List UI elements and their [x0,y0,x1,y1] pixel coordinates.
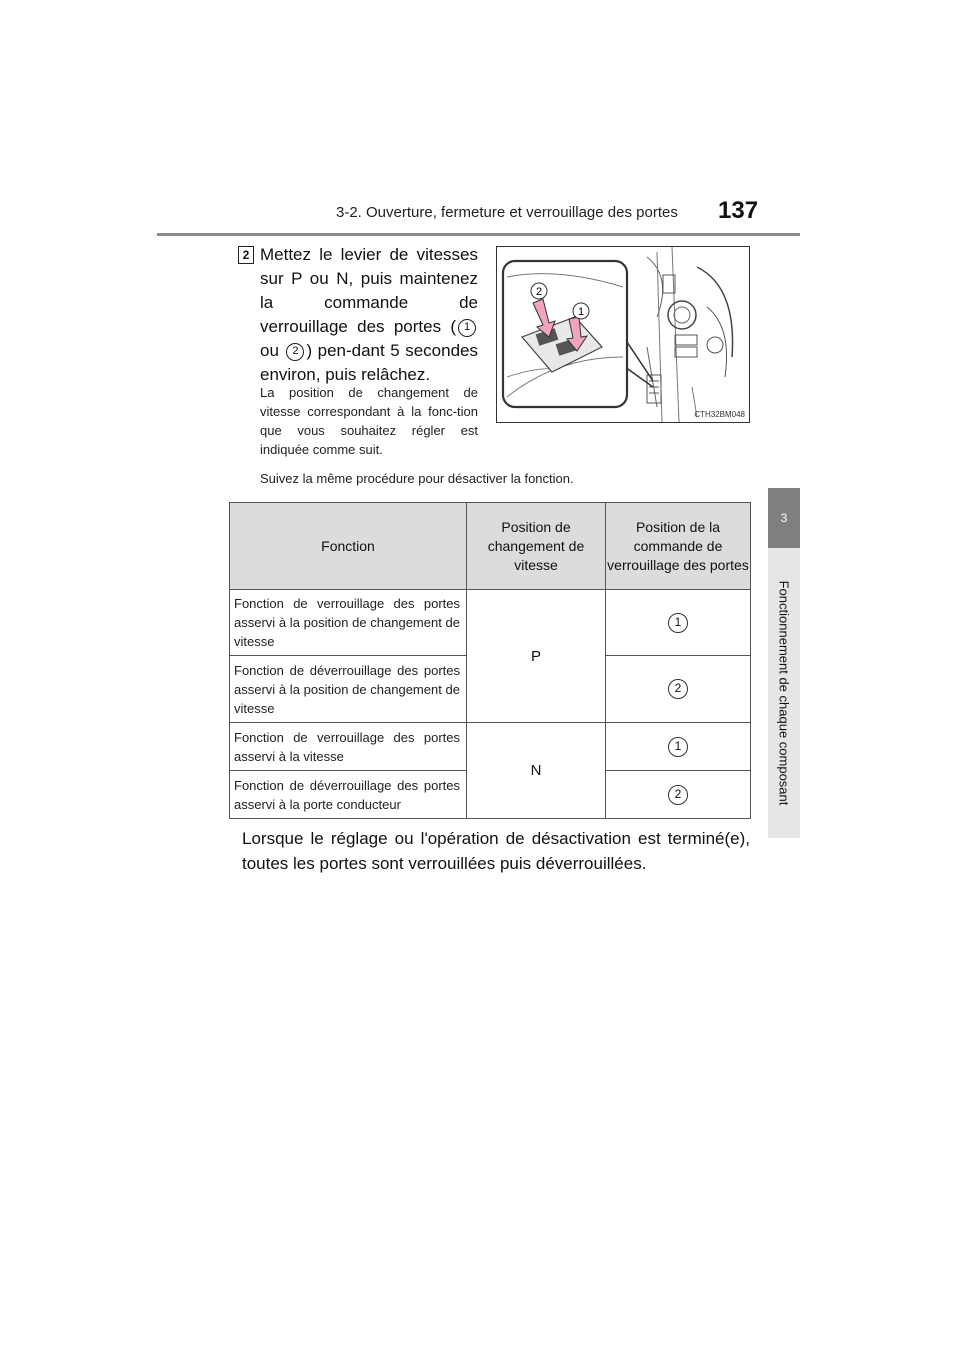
conclusion-text: Lorsque le réglage ou l'opération de désactivation est terminé(e), toutes les portes sont verrouillées puis déverrouillées. [242,829,750,873]
step-note-disable: Suivez la même procédure pour désactiver la fonction. [260,471,574,486]
row-switch-position [606,771,751,819]
chapter-tab [768,488,800,548]
ref-circle-1: 1 [458,319,476,337]
page-number: 137 [718,197,759,224]
chapter-title: Fonctionnement de chaque composant [776,580,792,806]
door-lock-switch-illustration [496,246,750,423]
header-gear-position: Position de changement de vitesse [467,503,606,590]
step-text-part1: Mettez le levier de vitesses sur P ou N, puis maintenez la commande de verrouillage des portes ( [260,245,478,336]
step-text-part3: ) pen-dant 5 secondes environ, puis relâchez. [260,341,478,384]
row-function: Fonction de déverrouillage des portes asservi à la porte conducteur [230,771,467,819]
callout-1: 1 [577,306,585,318]
row-switch-position [606,723,751,771]
row-gear-position: N [467,723,606,819]
table-header-row [230,503,751,590]
row-function: Fonction de déverrouillage des portes asservi à la position de changement de vitesse [230,656,467,723]
row-switch-position [606,656,751,723]
ref-circle-2: 2 [286,343,304,361]
table-row [230,590,751,656]
step-instruction [260,243,478,387]
step-text-part2: ou [260,341,285,360]
header-switch-position: Position de la commande de verrouillage des portes [606,503,751,590]
row-gear-position: P [467,590,606,723]
header-rule [157,233,800,236]
switch-circle: 1 [668,737,688,757]
row-function: Fonction de verrouillage des portes asservi à la vitesse [230,723,467,771]
illustration-svg [497,247,749,422]
row-function: Fonction de verrouillage des portes asservi à la position de changement de vitesse [230,590,467,656]
function-table [229,502,751,819]
switch-circle: 2 [668,679,688,699]
chapter-number: 3 [780,511,788,525]
callout-2: 2 [535,286,543,298]
step-note: La position de changement de vitesse correspondant à la fonc-tion que vous souhaitez régler est indiquée comme suit. [260,385,478,457]
step-number-badge: 2 [238,246,254,264]
figure-code: CTH32BM048 [694,410,745,419]
row-switch-position [606,590,751,656]
switch-circle: 2 [668,785,688,805]
switch-circle: 1 [668,613,688,633]
header-function: Fonction [230,503,467,590]
section-title: 3-2. Ouverture, fermeture et verrouillage des portes [336,204,678,221]
table-row [230,723,751,771]
